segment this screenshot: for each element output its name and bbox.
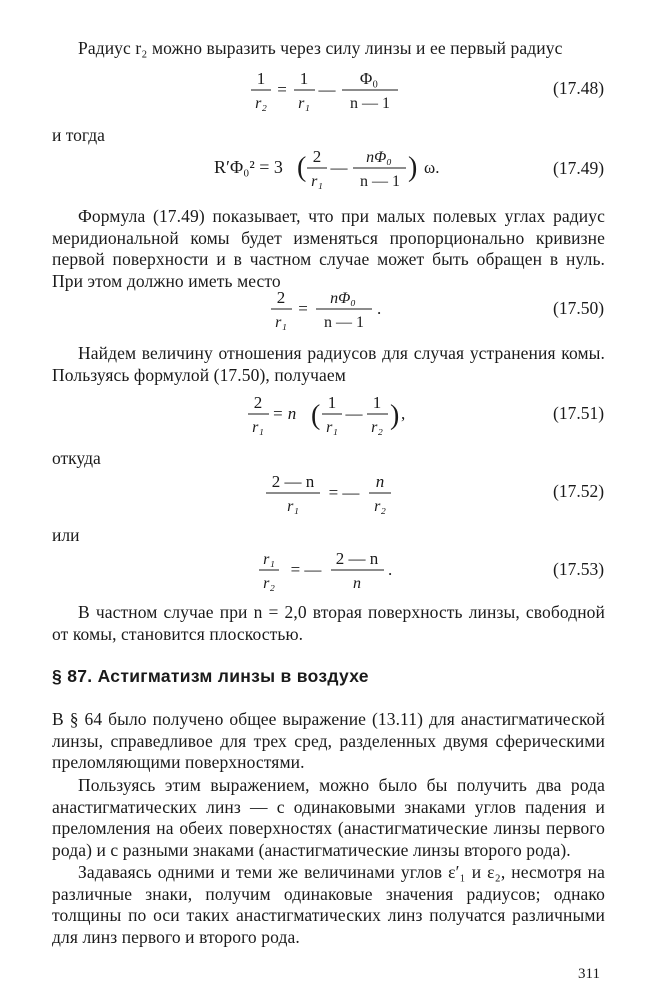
eq-number-17-50: (17.50)	[553, 298, 605, 318]
equation-17-50	[0, 287, 646, 337]
paragraph-radius-r2: Радиус r₂ можно выразить через силу линзы и ее первый радиус	[78, 38, 563, 58]
equation-17-51	[0, 392, 646, 442]
e53-2-minus-n: 2 — n	[335, 549, 379, 568]
e53-r2: r₂	[263, 575, 275, 592]
e49-minus: —	[330, 158, 348, 177]
paragraph-angles: Задаваясь одними и теми же величинами углов ε′₁ и ε₂, несмотря на различные знаки, получим одинаковые значения радиусов; однако толщины по оси таких анастигматических линз получатся различными для линз первого и второго рода.	[52, 862, 605, 947]
e49-n-minus-1: n — 1	[360, 173, 400, 190]
equation-17-49	[0, 145, 646, 195]
paragraph-two-kinds: Пользуясь этим выражением, можно было бы получить два рода анастигматических линз — с одинаковыми знаками углов падения и преломления на обеих поверхностях (анастигматические линзы первого рода) и с разными знаками (анастигматические линзы второго рода).	[52, 775, 605, 860]
equation-17-52	[0, 471, 646, 521]
eq-number-17-48: (17.48)	[553, 78, 605, 98]
e51-one-a: 1	[327, 393, 337, 412]
e50-equals: =	[298, 299, 308, 318]
e51-minus: —	[345, 404, 363, 423]
e50-n-minus-1: n — 1	[324, 314, 364, 331]
e51-r1-b: r₁	[326, 419, 338, 436]
e51-paren-close: )	[390, 400, 400, 431]
equation-17-48	[0, 68, 646, 118]
e51-one-b: 1	[372, 393, 382, 412]
e53-n: n	[353, 575, 361, 592]
e51-two: 2	[253, 393, 263, 412]
e48-n-minus-1: n — 1	[350, 95, 390, 112]
e51-paren-open: (	[311, 400, 321, 431]
e48-r1: r₁	[298, 95, 310, 112]
e48-phi0: Φ₀	[359, 69, 379, 88]
e51-comma: ,	[401, 404, 406, 423]
eq-number-17-49: (17.49)	[553, 158, 605, 178]
e50-two: 2	[276, 288, 286, 307]
eq-number-17-53: (17.53)	[553, 559, 605, 579]
e53-eq-minus: = —	[290, 560, 322, 579]
paragraph-formula-17-49: Формула (17.49) показывает, что при малых полевых углах радиус меридиональной комы будет изменяться пропорционально кривизне первой поверхности и в частном случае может быть обращен в нуль. При этом должно иметь место	[52, 206, 605, 291]
e50-r1: r₁	[275, 314, 287, 331]
equation-17-53	[0, 548, 646, 598]
section-heading: § 87. Астигматизм линзы в воздухе	[52, 666, 369, 686]
e48-equals: =	[277, 80, 287, 99]
e52-2-minus-n: 2 — n	[271, 472, 315, 491]
e49-omega: ω.	[424, 158, 440, 177]
e50-nphi0: nΦ₀	[330, 290, 356, 307]
e50-dot: .	[377, 299, 382, 318]
e48-one-a: 1	[256, 69, 266, 88]
eq-number-17-51: (17.51)	[553, 403, 605, 423]
e52-r1: r₁	[287, 498, 299, 515]
e48-minus: —	[318, 80, 336, 99]
paragraph-special-case: В частном случае при n = 2,0 вторая поверхность линзы, свободной от комы, становится плоскостью.	[52, 602, 605, 644]
paragraph-coma-ratio: Найдем величину отношения радиусов для случая устранения комы. Пользуясь формулой (17.50), получаем	[52, 343, 605, 385]
word-i-togda: и тогда	[52, 125, 105, 145]
e53-r1: r₁	[263, 551, 275, 568]
e51-r2: r₂	[371, 419, 383, 436]
e51-eq-n: = n	[272, 404, 297, 423]
e48-one-b: 1	[299, 69, 309, 88]
e51-r1-a: r₁	[252, 419, 264, 436]
e49-paren-open: (	[297, 152, 307, 183]
e52-r2: r₂	[374, 498, 386, 515]
paragraph-section-64: В § 64 было получено общее выражение (13.11) для анастигматической линзы, справедливое для трех сред, разделенных двумя сферическими преломляющими поверхностями.	[52, 709, 605, 772]
e49-lhs: R′Φ₀² = 3	[214, 157, 283, 177]
e49-r1: r₁	[311, 173, 323, 190]
e49-two: 2	[312, 147, 322, 166]
e49-paren-close: )	[408, 152, 418, 183]
word-otkuda: откуда	[52, 448, 101, 468]
e49-nphi0: nΦ₀	[366, 149, 392, 166]
page-number: 311	[578, 966, 600, 982]
e52-eq-minus: = —	[328, 483, 360, 502]
e48-r2: r₂	[255, 95, 267, 112]
word-ili: или	[52, 525, 80, 545]
e52-n: n	[375, 472, 385, 491]
eq-number-17-52: (17.52)	[553, 481, 605, 501]
e53-dot: .	[388, 560, 393, 579]
